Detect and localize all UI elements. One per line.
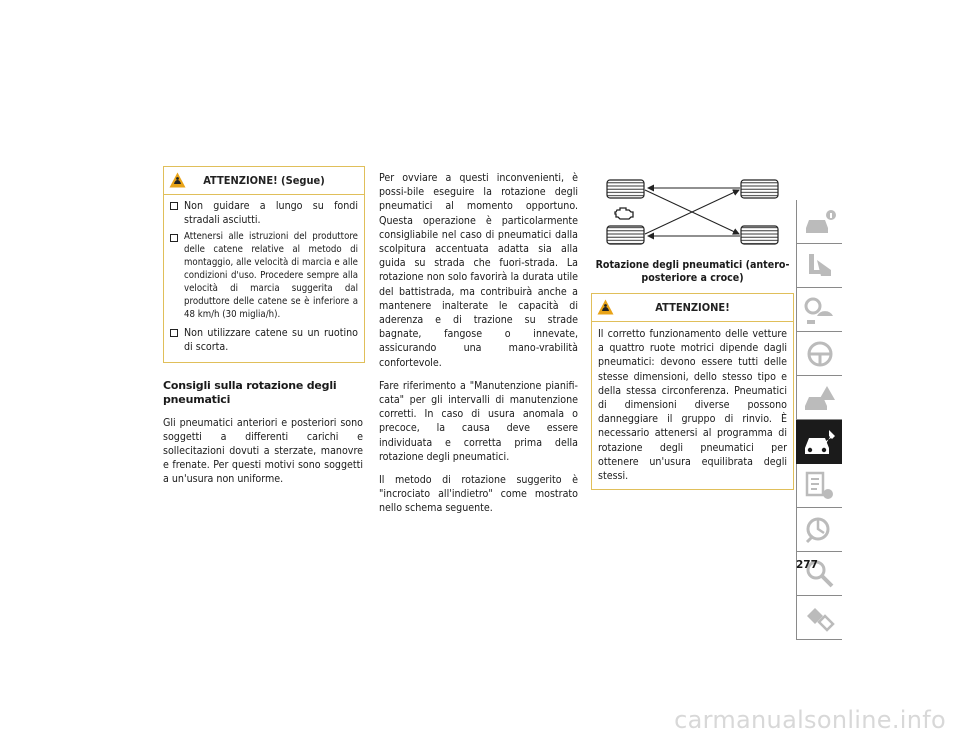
- tab-emergency[interactable]: [796, 376, 842, 420]
- engine-icon: [615, 208, 633, 219]
- warning-header: [164, 167, 364, 195]
- dashboard-gauges-icon: [803, 294, 837, 326]
- warning-list: [164, 195, 364, 362]
- multimedia-icon: [803, 514, 837, 546]
- seat-belt-icon: [803, 250, 837, 282]
- tire-front-left: [607, 180, 644, 198]
- languages-icon: [803, 602, 837, 634]
- paragraph: Per ovviare a questi inconvenienti, è possi-bile eseguire la rotazione degli pneumatici al momento opportuno. Questa operazione è particolarmente consigliabile nel caso di pneumatici dalla scolpitura accentuata adatta sia alla guida su strada che fuori-strada. La rotazione non solo favorirà la durata utile del battistrada, ma contribuirà anche a mantenere inalterate le capacità di aderenza e di trazione su strade bagnate, fangose o innevate, assicurando una mano-vrabilità confortevole.: [379, 172, 578, 369]
- tab-specifications[interactable]: [796, 464, 842, 508]
- tab-languages[interactable]: [796, 596, 842, 640]
- warning-box: [591, 293, 794, 490]
- checkbox-bullet-icon: [170, 234, 178, 242]
- watermark: carmanualsonline.info: [674, 706, 946, 734]
- warning-icon: [597, 299, 614, 315]
- steering-wheel-icon: [803, 338, 837, 370]
- car-wrench-icon: [803, 426, 837, 458]
- warning-box-continued: [163, 166, 365, 363]
- checkbox-bullet-icon: [170, 329, 178, 337]
- tire-rear-left: [607, 226, 644, 244]
- car-crash-icon: [803, 382, 837, 414]
- tab-dashboard[interactable]: [796, 288, 842, 332]
- warning-title: ATTENZIONE! (Segue): [203, 174, 325, 187]
- tab-safety[interactable]: [796, 244, 842, 288]
- paragraph: Gli pneumatici anteriori e posteriori sono soggetti a differenti carichi e sollecitazioni dovuti a sterzate, manovre e frenate. Per questi motivi sono soggetti a un'usura non uniforme.: [163, 416, 363, 486]
- figure-caption: Rotazione degli pneumatici (antero-posteriore a croce): [595, 259, 790, 284]
- section-heading: Consigli sulla rotazione degli pneumatici: [163, 379, 337, 407]
- warning-text: Il corretto funzionamento delle vetture a quattro ruote motrici dipende dagli pneumatici: devono essere tutti delle stesse dimensioni, dello stesso tipo e della stessa circonferenza. Pneumatici di dimensioni diverse possono danneggiare il gruppo di rinvio. È necessario attenersi al programma di rotazione degli pneumatici per ottenere un'usura equilibrata degli stessi.: [598, 328, 787, 483]
- warning-title: ATTENZIONE!: [655, 301, 730, 314]
- car-info-icon: [803, 206, 837, 238]
- warning-icon: [169, 172, 186, 188]
- tab-driving[interactable]: [796, 332, 842, 376]
- specifications-icon: [803, 470, 837, 502]
- warning-item: Non guidare a lungo su fondi stradali asciutti.: [170, 199, 358, 227]
- tire-front-right: [741, 180, 778, 198]
- warning-item: Non utilizzare catene su un ruotino di scorta.: [170, 326, 358, 354]
- tire-rotation-diagram: [601, 178, 789, 248]
- paragraph: Il metodo di rotazione suggerito è "incrociato all'indietro" come mostrato nello schema seguente.: [379, 474, 578, 515]
- chapter-sidebar: [796, 200, 842, 640]
- tire-rear-right: [741, 226, 778, 244]
- tab-multimedia[interactable]: [796, 508, 842, 552]
- column-1: [163, 166, 363, 496]
- column-2: [379, 171, 578, 525]
- checkbox-bullet-icon: [170, 202, 178, 210]
- warning-item: Attenersi alle istruzioni del produttore delle catene relative al metodo di montaggio, alle velocità di marcia e alle condizioni d'uso. Procedere sempre alla velocità di marcia suggerita dal produttore delle catene se è inferiore a 48 km/h (30 miglia/h).: [170, 231, 358, 321]
- paragraph: Fare riferimento a "Manutenzione pianifi-cata" per gli intervalli di manutenzione corretti. In caso di usura anomala o precoce, la causa deve essere individuata e corretta prima della rotazione degli pneumatici.: [379, 379, 578, 463]
- page-number: 277: [796, 559, 818, 571]
- warning-header: [592, 294, 793, 322]
- tab-servicing[interactable]: [796, 420, 842, 464]
- tab-car-info[interactable]: [796, 200, 842, 244]
